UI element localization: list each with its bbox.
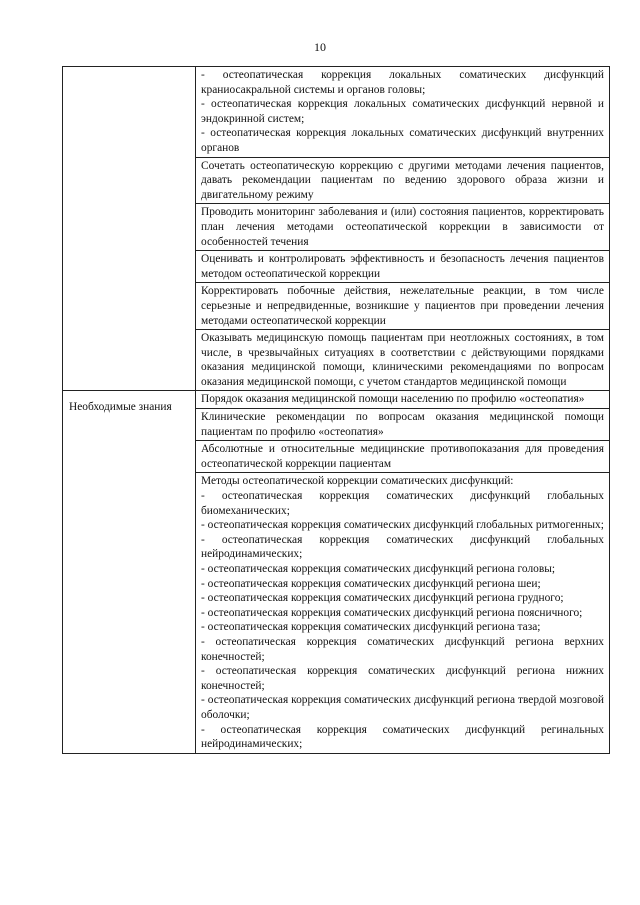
content-cell <box>196 157 610 204</box>
cell-item: - остеопатическая коррекция соматических дисфункций региона верхних конечностей; <box>201 635 604 663</box>
cell-item: - остеопатическая коррекция соматических дисфункций региона твердой мозговой оболочки; <box>201 694 604 721</box>
cell-item: - остеопатическая коррекция соматических дисфункций региона таза; <box>201 621 541 634</box>
cell-item: - остеопатическая коррекция соматических дисфункций регинальных нейродинамических; <box>201 723 604 751</box>
cell-item: Корректировать побочные действия, нежелательные реакции, в том числе серьезные и непредвиденные, возникшие у пациентов при проведении лечения методами остеопатической коррекции <box>201 285 604 327</box>
content-cell <box>196 409 610 441</box>
table-body <box>63 67 610 754</box>
cell-item: Клинические рекомендации по вопросам оказания медицинской помощи пациентам по профилю «остеопатия» <box>201 411 604 438</box>
content-cell <box>196 441 610 473</box>
content-cell <box>196 251 610 283</box>
row-label-cell <box>63 391 196 753</box>
cell-item: Порядок оказания медицинской помощи населению по профилю «остеопатия» <box>201 393 585 406</box>
cell-item: Оценивать и контролировать эффективность и безопасность лечения пациентов методом остеопатической коррекции <box>201 253 604 280</box>
cell-item: Оказывать медицинскую помощь пациентам при неотложных состояниях, в том числе, в чрезвычайных ситуациях в соответствии с действующими порядками оказания медицинской помощи, клиническими рекомендациями по вопросам оказания медицинской помощи, с учетом стандартов медицинской помощи <box>201 332 604 388</box>
content-cell <box>196 67 610 158</box>
cell-item: Абсолютные и относительные медицинские противопоказания для проведения остеопатической коррекции пациентам <box>201 443 604 470</box>
cell-item: - остеопатическая коррекция соматических дисфункций региона головы; <box>201 563 556 575</box>
cell-item: - остеопатическая коррекция соматических дисфункций региона шеи; <box>201 577 541 590</box>
content-cell <box>196 283 610 330</box>
content-cell <box>196 391 610 409</box>
cell-item: - остеопатическая коррекция соматических дисфункций региона нижних конечностей; <box>201 665 604 692</box>
table-row <box>63 67 610 158</box>
cell-item: Сочетать остеопатическую коррекцию с другими методами лечения пациентов, давать рекомендации пациентам по ведению здорового образа жизни и двигательному режиму <box>201 159 604 201</box>
cell-item: - остеопатическая коррекция соматических дисфункций глобальных биомеханических; <box>201 490 604 517</box>
cell-item: Методы остеопатической коррекции соматических дисфункций: <box>201 475 514 488</box>
cell-item: - остеопатическая коррекция локальных соматических дисфункций краниосакральной системы и органов головы; <box>201 69 604 96</box>
content-cell <box>196 473 610 753</box>
cell-item: - остеопатическая коррекция локальных соматических дисфункций нервной и эндокринной систем; <box>201 98 604 125</box>
cell-item: - остеопатическая коррекция локальных соматических дисфункций внутренних органов <box>201 127 604 154</box>
cell-item: - остеопатическая коррекция соматических дисфункций региона грудного; <box>201 592 564 605</box>
cell-item: - остеопатическая коррекция соматических дисфункций региона поясничного; <box>201 606 583 619</box>
cell-item: - остеопатическая коррекция соматических дисфункций глобальных нейродинамических; <box>201 533 604 561</box>
row-label: Необходимые знания <box>69 401 172 414</box>
row-label-cell <box>63 67 196 391</box>
table-row <box>63 391 610 409</box>
cell-item: Проводить мониторинг заболевания и (или) состояния пациентов, корректировать план лечения методами остеопатической коррекции в зависимости от особенностей течения <box>201 206 604 248</box>
competency-table <box>62 66 610 754</box>
page-number: 10 <box>314 40 326 54</box>
cell-item: - остеопатическая коррекция соматических дисфункций глобальных ритмогенных; <box>201 519 604 532</box>
content-cell <box>196 204 610 251</box>
content-cell <box>196 330 610 391</box>
